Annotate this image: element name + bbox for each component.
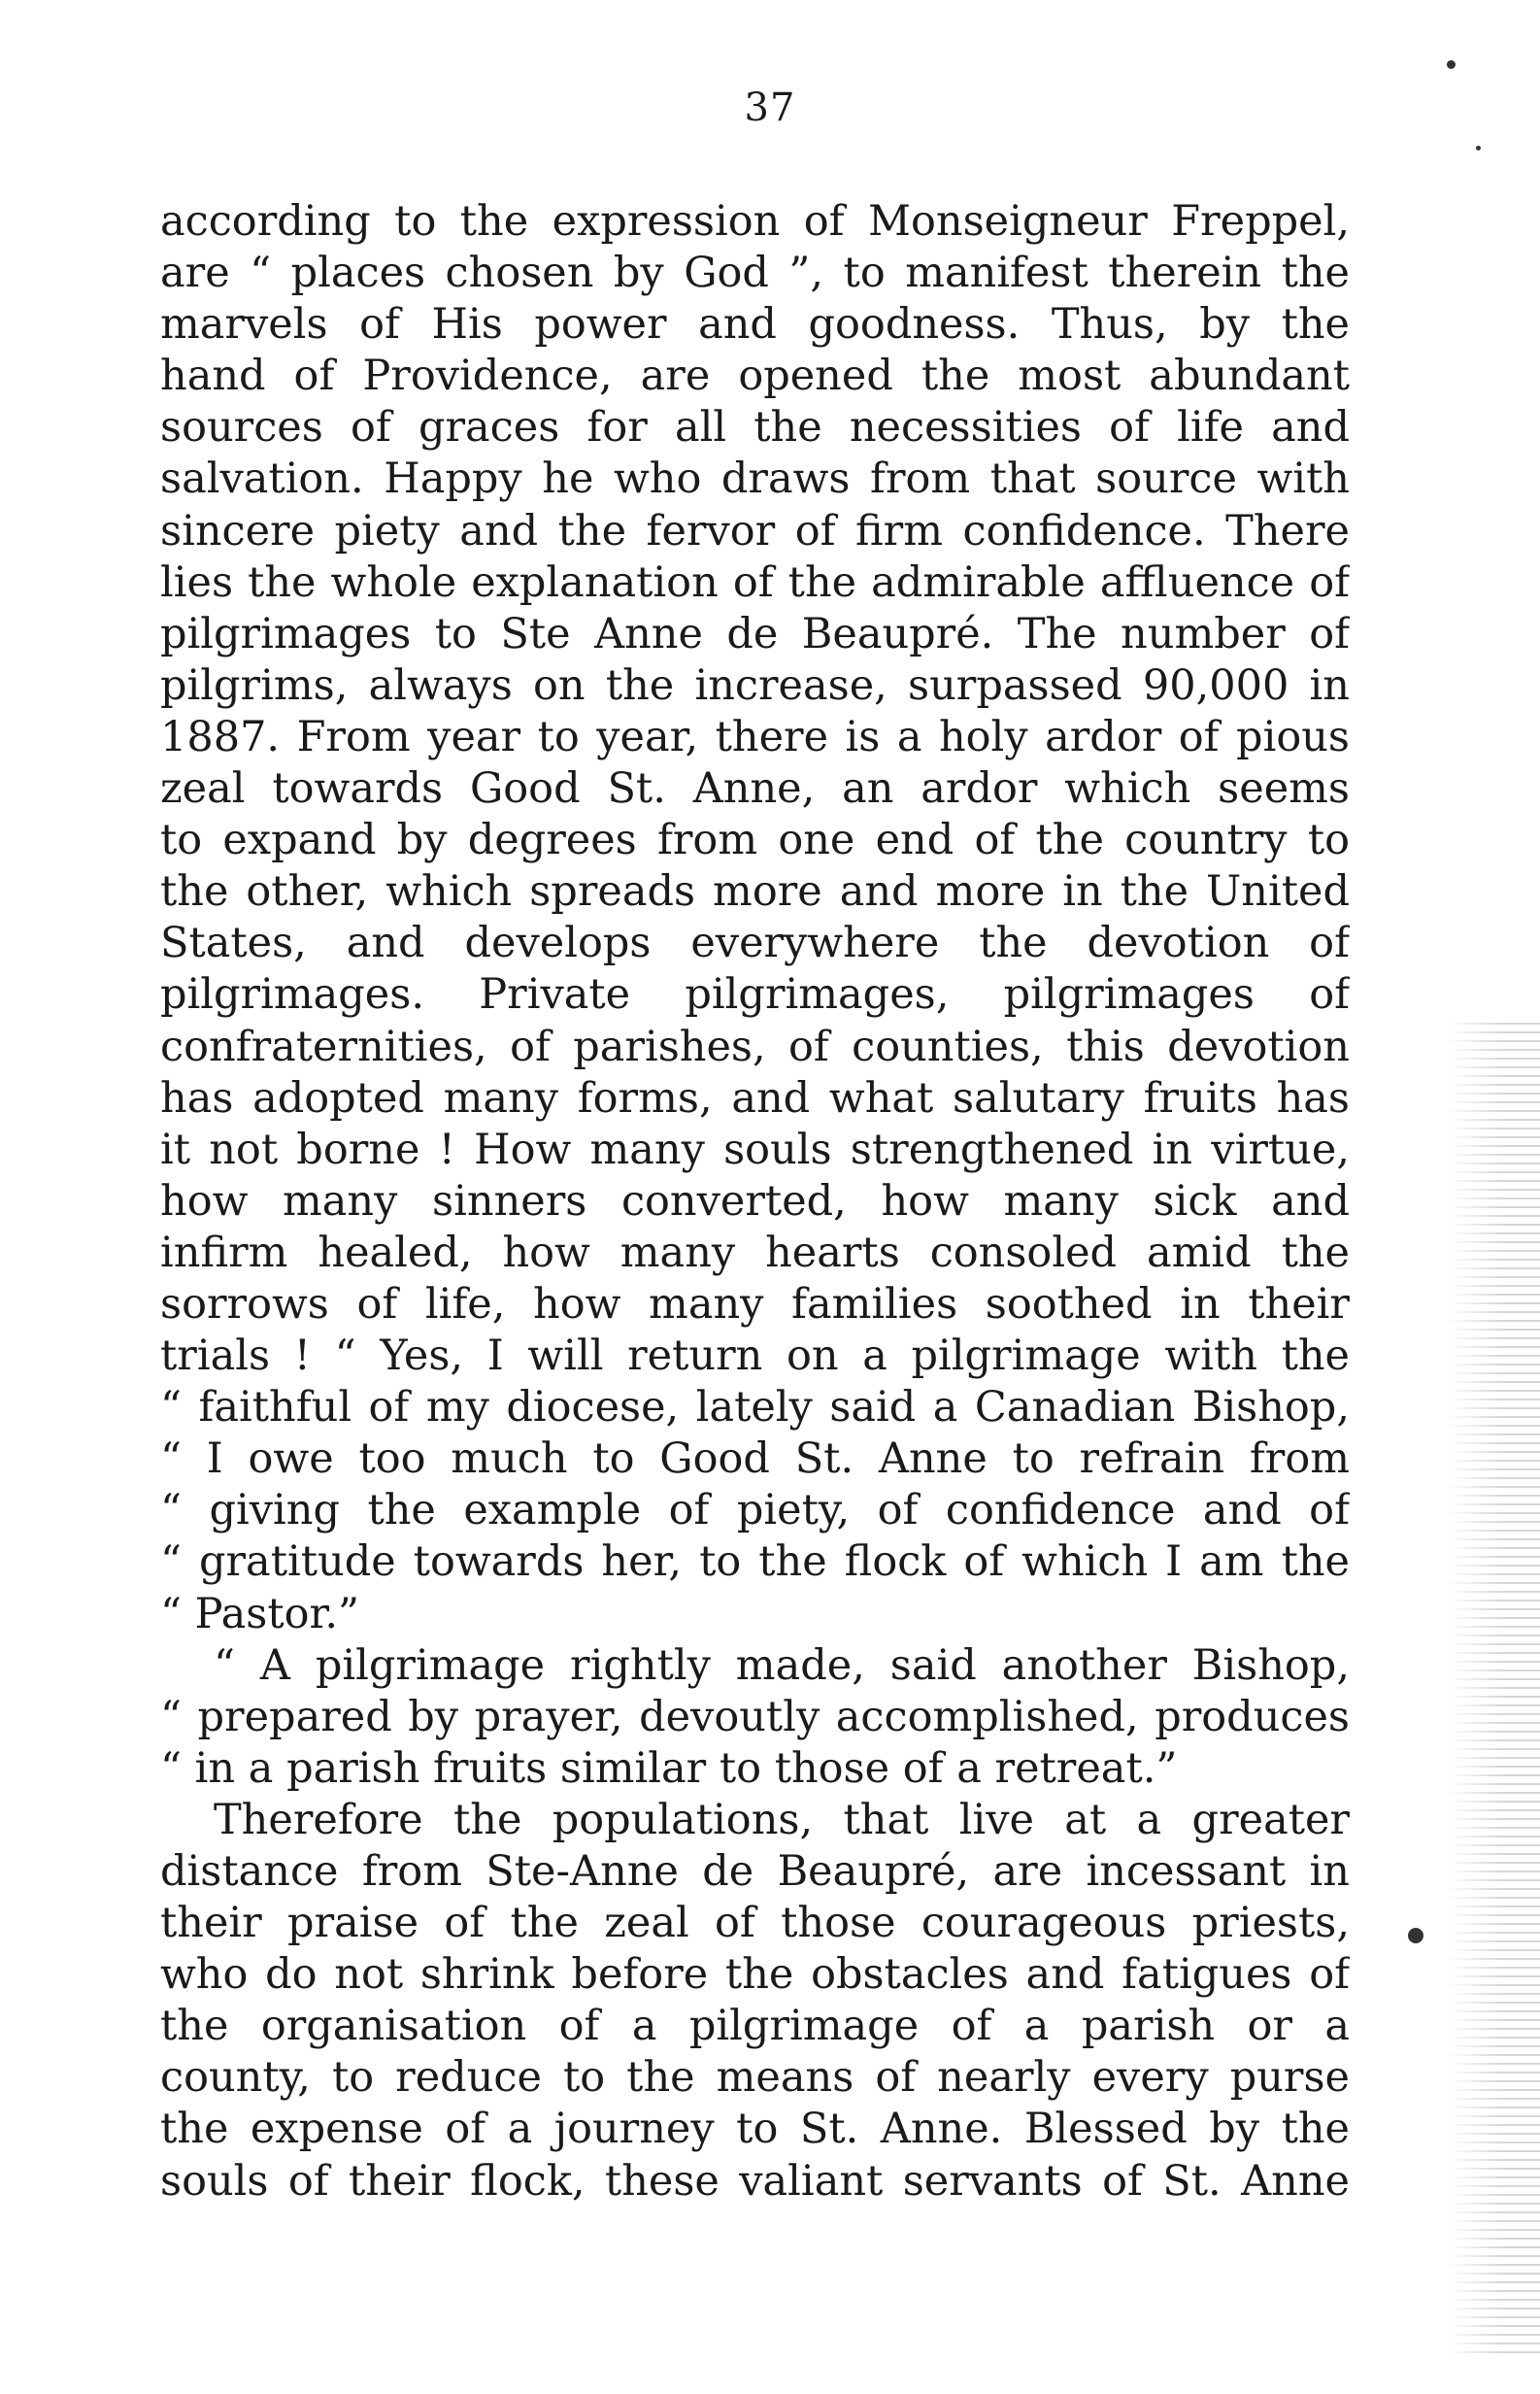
text-line: “ faithful of my diocese, lately said a Canadian Bishop,: [160, 1383, 1350, 1433]
text-line: infirm healed, how many hearts consoled amid the: [160, 1228, 1350, 1277]
text-line: “ in a parish fruits similar to those of a retreat.”: [160, 1743, 1178, 1793]
page-number: 37: [744, 85, 796, 130]
text-line: marvels of His power and goodness. Thus, by the: [160, 300, 1350, 350]
text-line: distance from Ste-Anne de Beaupré, are incessant in: [160, 1847, 1350, 1896]
text-line: are “ places chosen by God ”, to manifest therein the: [160, 249, 1350, 298]
text-line: who do not shrink before the obstacles and fatigues of: [160, 1950, 1350, 2000]
text-line: “ I owe too much to Good St. Anne to refrain from: [160, 1434, 1350, 1484]
body-text: [160, 196, 1350, 2208]
text-line: “ A pilgrimage rightly made, said another Bishop,: [214, 1640, 1350, 1690]
text-line: Therefore the populations, that live at a greater: [214, 1795, 1350, 1844]
text-line: to expand by degrees from one end of the country to: [160, 816, 1350, 865]
scan-speck: [1476, 146, 1481, 151]
text-line: county, to reduce to the means of nearly every purse: [160, 2053, 1350, 2103]
text-line: the other, which spreads more and more in the United: [160, 867, 1350, 917]
text-line: the expense of a journey to St. Anne. Blessed by the: [160, 2105, 1350, 2154]
text-line: hand of Providence, are opened the most abundant: [160, 352, 1350, 401]
text-line: trials ! “ Yes, I will return on a pilgrimage with the: [160, 1332, 1350, 1381]
text-line: has adopted many forms, and what salutary fruits has: [160, 1073, 1350, 1123]
text-line: souls of their flock, these valiant servants of St. Anne: [160, 2156, 1350, 2206]
scan-edge-noise: [1448, 1020, 1540, 2360]
text-line: “ giving the example of piety, of confidence and of: [160, 1486, 1350, 1535]
text-line: pilgrims, always on the increase, surpassed 90,000 in: [160, 660, 1350, 710]
text-line: it not borne ! How many souls strengthened in virtue,: [160, 1125, 1350, 1174]
text-line: zeal towards Good St. Anne, an ardor which seems: [160, 764, 1350, 814]
text-line: “ Pastor.”: [160, 1589, 360, 1638]
text-line: salvation. Happy he who draws from that source with: [160, 455, 1350, 504]
text-line: States, and develops everywhere the devotion of: [160, 919, 1350, 968]
text-line: pilgrimages to Ste Anne de Beaupré. The number of: [160, 609, 1350, 658]
text-line: according to the expression of Monseigneur Freppel,: [160, 197, 1350, 246]
text-line: pilgrimages. Private pilgrimages, pilgrimages of: [160, 970, 1350, 1020]
text-line: 1887. From year to year, there is a holy ardor of pious: [160, 712, 1350, 761]
text-line: confraternities, of parishes, of counties, this devotion: [160, 1022, 1350, 1071]
text-line: sources of graces for all the necessities of life and: [160, 403, 1350, 453]
text-line: sincere piety and the fervor of firm confidence. There: [160, 506, 1350, 556]
text-line: sorrows of life, how many families soothed in their: [160, 1279, 1350, 1329]
text-line: “ gratitude towards her, to the flock of which I am the: [160, 1537, 1350, 1587]
text-line: their praise of the zeal of those courageous priests,: [160, 1899, 1350, 1948]
text-line: how many sinners converted, how many sick and: [160, 1176, 1350, 1226]
scan-speck: [1408, 1928, 1423, 1943]
text-line: “ prepared by prayer, devoutly accomplished, produces: [160, 1692, 1350, 1741]
text-line: the organisation of a pilgrimage of a parish or a: [160, 2002, 1350, 2051]
text-line: lies the whole explanation of the admirable affluence of: [160, 557, 1350, 607]
scan-speck: [1447, 60, 1456, 69]
